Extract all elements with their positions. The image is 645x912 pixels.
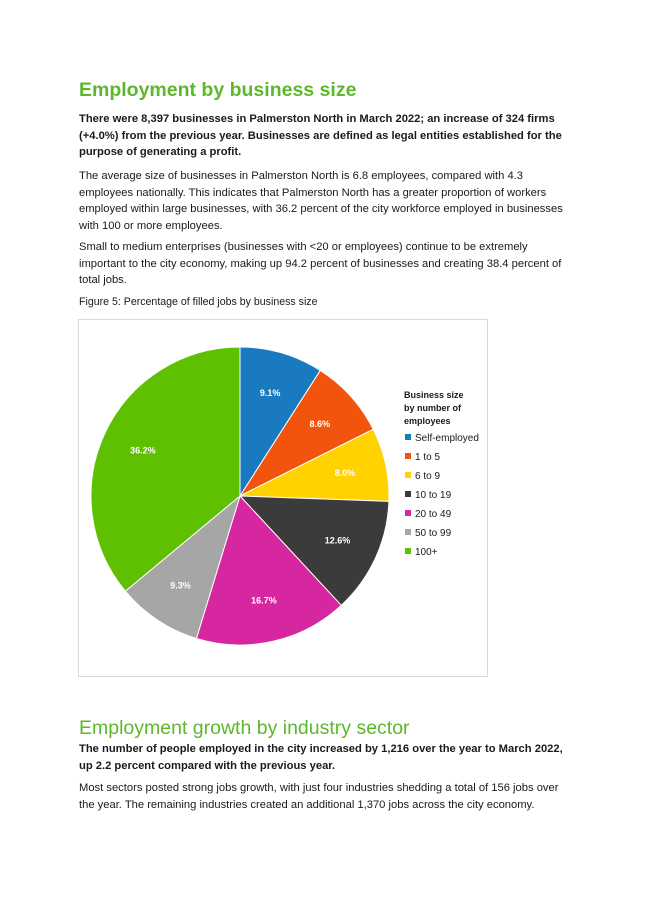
business-count-lead: There were 8,397 businesses in Palmerston North in March 2022; an increase of 324 firms (+4.0%) from the previous year. Businesses are defined as legal entities established for the purpose of generating a profit. (79, 113, 562, 158)
legend-entry-label: 6 to 9 (415, 471, 441, 482)
legend-swatch (405, 472, 411, 478)
pie-data-label: 16.7% (251, 595, 277, 606)
section-heading-industry-growth: Employment growth by industry sector (79, 717, 410, 739)
legend-entry-label: 1 to 5 (415, 452, 441, 463)
section-heading-business-size: Employment by business size (79, 79, 357, 101)
legend-title-line-1: Business size (404, 390, 464, 400)
pie-data-label: 12.6% (324, 535, 351, 546)
legend-swatch (405, 510, 411, 516)
legend-title-line-2: by number of (404, 403, 462, 413)
legend-entry-label: 100+ (415, 547, 438, 558)
legend-swatch (405, 529, 411, 535)
pie-data-label: 8.0% (334, 468, 356, 479)
pie-data-label: 8.6% (309, 419, 330, 430)
legend-swatch (405, 548, 411, 554)
average-size-paragraph: The average size of businesses in Palmerston North is 6.8 employees, compared with 4.3 employees nationally. This indicates that Palmerston North has a greater proportion of workers employed within large businesses, with 36.2 percent of the city workforce employed in businesses with 100 or more employees. (79, 170, 563, 232)
employment-growth-lead: The number of people employed in the city increased by 1,216 over the year to March 2022, up 2.2 percent compared with the previous year. (79, 743, 563, 772)
legend-swatch (405, 491, 411, 497)
chart-legend (404, 390, 479, 558)
sector-growth-paragraph: Most sectors posted strong jobs growth, with just four industries shedding a total of 156 jobs over the year. The remaining industries created an additional 1,370 jobs across the city economy. (79, 782, 559, 811)
pie-data-label: 9.3% (170, 580, 191, 591)
pie-data-label: 36.2% (130, 445, 156, 456)
figure-caption: Figure 5: Percentage of filled jobs by business size (79, 296, 318, 308)
legend-entry-label: Self-employed (415, 433, 479, 444)
pie-chart (79, 320, 487, 676)
legend-swatch (405, 434, 411, 440)
legend-entry-label: 20 to 49 (415, 509, 452, 520)
legend-entry-label: 10 to 19 (415, 490, 452, 501)
pie-slices (91, 347, 389, 645)
pie-data-label: 9.1% (259, 388, 281, 399)
legend-title-line-3: employees (404, 416, 451, 426)
legend-swatch (405, 453, 411, 459)
legend-entry-label: 50 to 99 (415, 528, 452, 539)
sme-paragraph: Small to medium enterprises (businesses with <20 or employees) continue to be extremely important to the city economy, making up 94.2 percent of businesses and creating 38.4 percent of total jobs. (79, 241, 562, 286)
pie-chart-frame (78, 319, 488, 677)
